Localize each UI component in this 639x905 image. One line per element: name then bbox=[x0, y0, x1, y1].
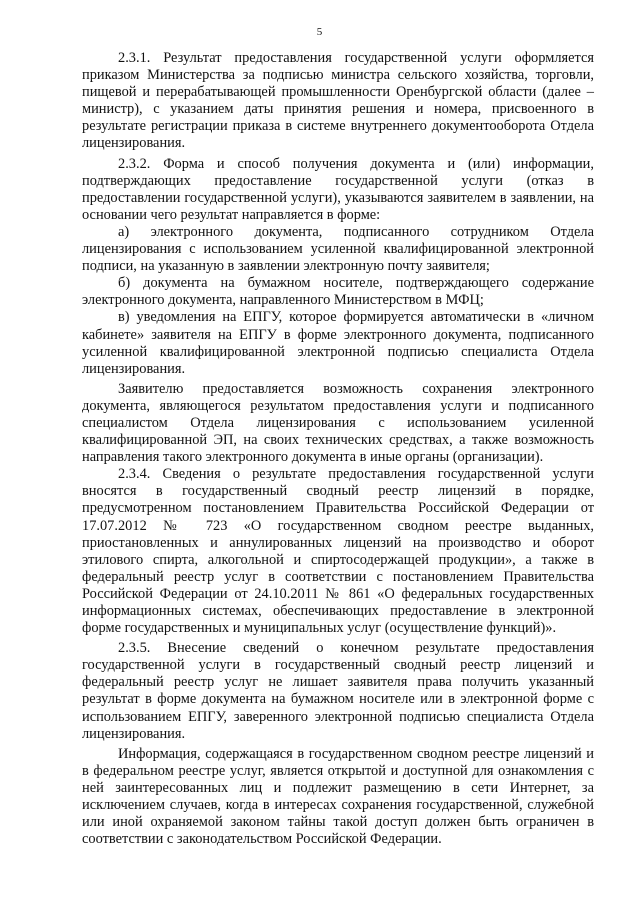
paragraph-2-3-2: 2.3.2. Форма и способ получения документа и (или) информации, подтверждающих предоставление государственной услуги (отказ в предоставлении государственной услуги), указываются заявителем в заявлении, на основании чего результат направляется в форме: bbox=[82, 155, 594, 223]
paragraph-2-3-4: 2.3.4. Сведения о результате предоставления государственной услуги вносятся в государственный сводный реестр лицензий в порядке, предусмотренном постановлением Правительства Российской Федерации от 17.07.2012 № 723 «О государственном сводном реестре выданных, приостановленных и аннулированных лицензий на производство и оборот этилового спирта, алкогольной и спиртосодержащей продукции», а также в федеральный реестр услуг в соответствии с постановлением Правительства Российской Федерации от 24.10.2011 № 861 «О федеральных государственных информационных системах, обеспечивающих предоставление в электронной форме государственных и муниципальных услуг (осуществление функций)». bbox=[82, 466, 594, 637]
paragraph-2-3-1: 2.3.1. Результат предоставления государственной услуги оформляется приказом Министерства за подписью министра сельского хозяйства, торговли, пищевой и перерабатывающей промышленности Оренбургской области (далее – министр), с указанием даты принятия решения и номера, присвоенного в результате регистрации приказа в системе внутреннего документооборота Отдела лицензирования. bbox=[82, 50, 594, 152]
paragraph-2-3-5: 2.3.5. Внесение сведений о конечном результате предоставления государственной услуги в государственный сводный реестр лицензий и федеральный реестр услуг не лишает заявителя права получить указанный результат в форме документа на бумажном носителе или в электронной форме с использованием ЕПГУ, заверенного электронной подписью специалиста Отдела лицензирования. bbox=[82, 640, 594, 742]
list-item-b: б) документа на бумажном носителе, подтверждающего содержание электронного документа, направленного Министерством в МФЦ; bbox=[82, 275, 594, 309]
list-item-v: в) уведомления на ЕПГУ, которое формируется автоматически в «личном кабинете» заявителя на ЕПГУ в форме электронного документа, подписанного усиленной квалифицированной электронной подписью специалиста Отдела лицензирования. bbox=[82, 309, 594, 377]
paragraph-applicant-right: Заявителю предоставляется возможность сохранения электронного документа, являющегося результатом предоставления услуги и подписанного специалистом Отдела лицензирования с использованием усиленной квалифицированной ЭП, на своих технических средствах, а также возможность направления такого электронного документа в иные органы (организации). bbox=[82, 380, 594, 466]
list-item-a: а) электронного документа, подписанного сотрудником Отдела лицензирования с использованием усиленной квалифицированной электронной подписи, на указанную в заявлении электронную почту заявителя; bbox=[82, 223, 594, 275]
document-body bbox=[82, 50, 594, 848]
paragraph-information: Информация, содержащаяся в государственном сводном реестре лицензий и в федеральном реестре услуг, является открытой и доступной для ознакомления с ней заинтересованных лиц и подлежит размещению в сети Интернет, за исключением случаев, когда в интересах сохранения государственной, служебной или иной охраняемой законом тайны такой доступ должен быть ограничен в соответствии с законодательством Российской Федерации. bbox=[82, 745, 594, 848]
page-number: 5 bbox=[316, 26, 323, 38]
